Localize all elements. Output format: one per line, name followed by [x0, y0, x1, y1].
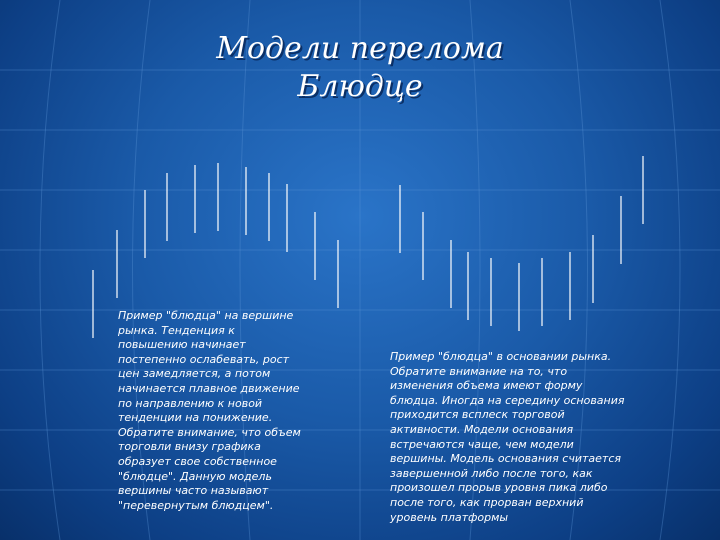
- title-line-1: Модели перелома: [216, 31, 504, 66]
- caption-top-saucer: Пример "блюдца" на вершине рынка. Тенденция к повышению начинает постепенно ослабевать, рост цен замедляется, а потом начинается плавное движение по направлению к новой тенденции на понижение. Обратите внимание, что объем торговли внизу графика образует свое собственное "блюдце". Данную модель вершины часто называют "перевернутым блюдцем".: [118, 309, 301, 512]
- title-line-2: Блюдце: [297, 69, 423, 104]
- caption-bottom-saucer: Пример "блюдца" в основании рынка. Обратите внимание на то, что изменения объема имеют форму блюдца. Иногда на середину основания приходится всплеск торговой активности. Модели основания встречаются чаще, чем модели вершины. Модель основания считается завершенной либо после того, как произошел прорыв уровня пика либо после того, как прорван верхний уровень платформы: [390, 350, 625, 524]
